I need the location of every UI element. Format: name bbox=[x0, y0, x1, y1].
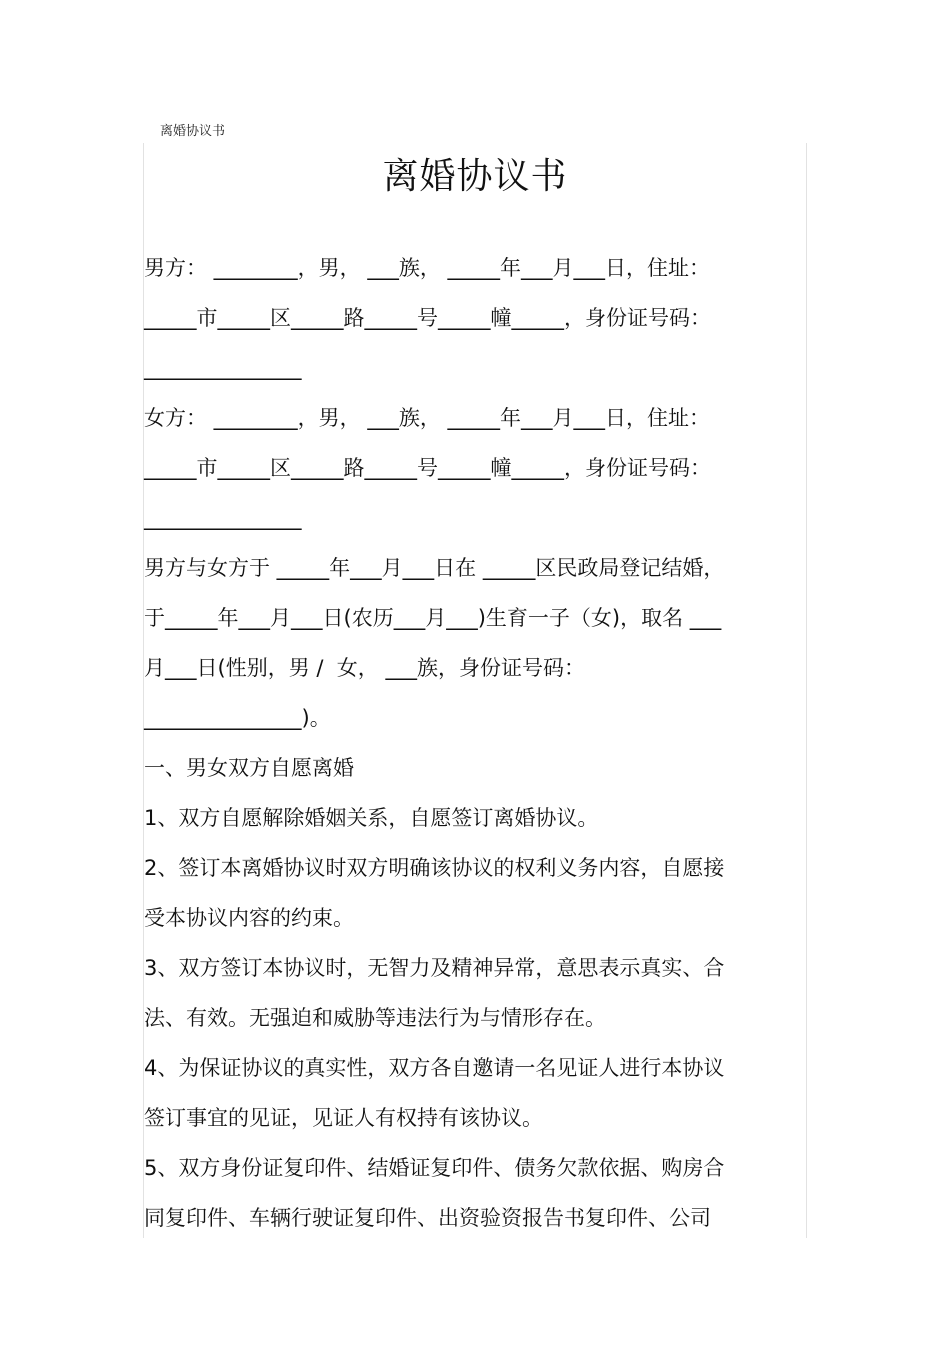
text-line: 法、有效。无强迫和威胁等违法行为与情形存在。 bbox=[144, 1006, 606, 1030]
text-line: 男方与女方于 _____年___月___日在 _____区民政局登记结婚， bbox=[144, 556, 725, 580]
page-border-right bbox=[806, 143, 807, 1238]
text-line: 月___日(性别，男 / 女， ___族，身份证号码： bbox=[144, 656, 585, 680]
text-line: 男方： ________，男， ___族， _____年___月___日，住址： bbox=[144, 256, 711, 280]
running-header: 离婚协议书 bbox=[160, 124, 226, 139]
text-line: _____市_____区_____路_____号_____幢_____，身份证号码： bbox=[144, 306, 711, 330]
document-body bbox=[144, 243, 804, 1243]
text-line: 2、签订本离婚协议时双方明确该协议的权利义务内容，自愿接 bbox=[144, 856, 725, 880]
text-line: 于_____年___月___日(农历___月___)生育一子（女)，取名 ___ bbox=[144, 606, 722, 630]
document-title: 离婚协议书 bbox=[382, 156, 568, 197]
text-line: _______________)。 bbox=[144, 706, 331, 730]
text-line: _______________ bbox=[144, 506, 302, 530]
text-line: 女方： ________，男， ___族， _____年___月___日，住址： bbox=[144, 406, 711, 430]
text-line: _______________ bbox=[144, 356, 302, 380]
text-line: _____市_____区_____路_____号_____幢_____，身份证号码： bbox=[144, 456, 711, 480]
text-line: 4、为保证协议的真实性，双方各自邀请一名见证人进行本协议 bbox=[144, 1056, 725, 1080]
text-line: 受本协议内容的约束。 bbox=[144, 906, 354, 930]
text-line: 1、双方自愿解除婚姻关系，自愿签订离婚协议。 bbox=[144, 806, 599, 830]
text-line: 5、双方身份证复印件、结婚证复印件、债务欠款依据、购房合 bbox=[144, 1156, 725, 1180]
section-heading: 一、男女双方自愿离婚 bbox=[144, 756, 354, 780]
text-line: 签订事宜的见证，见证人有权持有该协议。 bbox=[144, 1106, 543, 1130]
text-line: 同复印件、车辆行驶证复印件、出资验资报告书复印件、公司 bbox=[144, 1206, 711, 1230]
text-line: 3、双方签订本协议时，无智力及精神异常，意思表示真实、合 bbox=[144, 956, 725, 980]
